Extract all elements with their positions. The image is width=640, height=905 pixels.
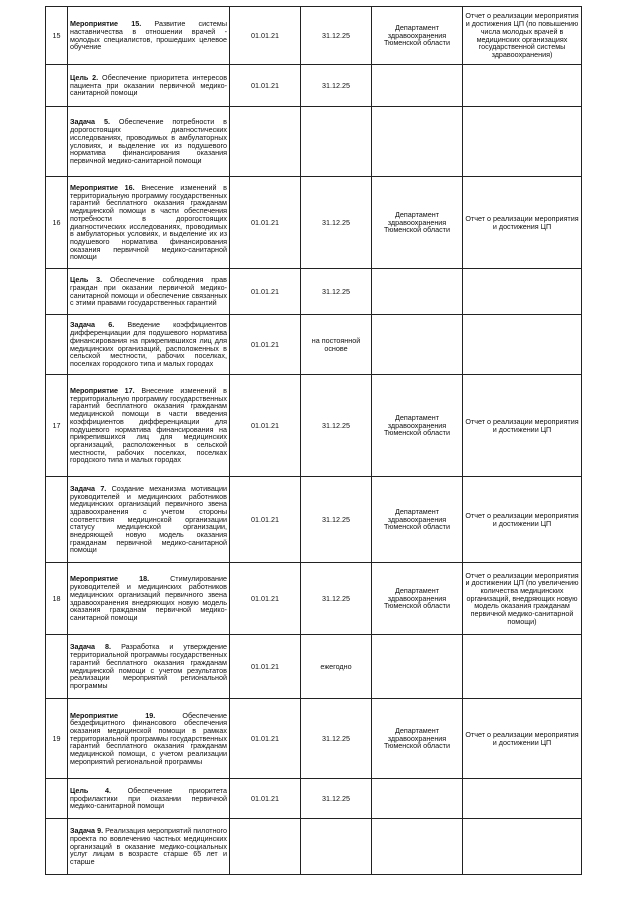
row-number: 19 — [46, 699, 68, 779]
start-date — [230, 107, 301, 177]
activity-prefix: Цель 4. — [70, 785, 111, 795]
responsible-executor: Департамент здравоохранения Тюменской области — [372, 563, 463, 635]
activity-prefix: Цель 3. — [70, 275, 103, 285]
activity-text: Обеспечение приоритета профилактики при оказании первичной медико-санитарной помощи — [70, 785, 228, 811]
responsible-executor: Департамент здравоохранения Тюменской области — [372, 699, 463, 779]
table-row — [46, 177, 582, 269]
table-row — [46, 65, 582, 107]
activities-table — [45, 6, 582, 875]
expected-result: Отчет о реализации мероприятия и достижении ЦП (по увеличению количества медицинских организаций, внедряющих новую модель оказания гражданам первичной медико-санитарной помощи) — [463, 563, 582, 635]
activity-description — [68, 819, 230, 875]
activity-text: Развитие системы наставничества в отношении врачей - молодых специалистов, прошедших целевое обучение — [70, 19, 228, 52]
expected-result — [463, 635, 582, 699]
start-date: 01.01.21 — [230, 779, 301, 819]
expected-result — [463, 107, 582, 177]
row-number — [46, 315, 68, 375]
start-date: 01.01.21 — [230, 635, 301, 699]
table-row — [46, 269, 582, 315]
expected-result: Отчет о реализации мероприятия и достижении ЦП — [463, 699, 582, 779]
activity-prefix: Мероприятие 15. — [70, 19, 142, 29]
activity-description — [68, 65, 230, 107]
expected-result — [463, 819, 582, 875]
activity-description — [68, 635, 230, 699]
expected-result — [463, 269, 582, 315]
activity-text: Обеспечение бездефицитного финансового обеспечения оказания медицинской помощи в рамках территориальной программы государственных гарантий бесплатного оказания гражданам медицинской помощи, с учетом реализации мероприятий региональной программы — [70, 710, 227, 766]
expected-result: Отчет о реализации мероприятия и достижении ЦП — [463, 477, 582, 563]
row-number: 17 — [46, 375, 68, 477]
start-date: 01.01.21 — [230, 375, 301, 477]
row-number — [46, 779, 68, 819]
table-row — [46, 315, 582, 375]
row-number — [46, 107, 68, 177]
end-date: 31.12.25 — [301, 177, 372, 269]
activity-description — [68, 315, 230, 375]
start-date: 01.01.21 — [230, 563, 301, 635]
expected-result: Отчет о реализации мероприятия и достижения ЦП — [463, 177, 582, 269]
activity-description — [68, 699, 230, 779]
activity-prefix: Мероприятие 18. — [70, 574, 150, 584]
activity-text: Введение коэффициентов дифференциации для подушевого норматива финансирования на прикрепившихся лиц для медицинских организаций, расположенных в сельской местности, рабочих поселках, поселках городского типа и малых городах — [70, 320, 228, 368]
table-row — [46, 819, 582, 875]
table-row — [46, 699, 582, 779]
activity-prefix: Мероприятие 19. — [70, 710, 156, 720]
table-row — [46, 107, 582, 177]
responsible-executor — [372, 819, 463, 875]
activity-text: Стимулирование руководителей и медицинских работников медицинских организаций первичного звена здравоохранения внедряющих новую модель оказания гражданам первичной медико-санитарной помощи — [70, 574, 227, 622]
row-number — [46, 65, 68, 107]
activity-prefix: Задача 5. — [70, 117, 110, 127]
responsible-executor — [372, 635, 463, 699]
responsible-executor: Департамент здравоохранения Тюменской области — [372, 477, 463, 563]
end-date: 31.12.25 — [301, 375, 372, 477]
end-date: на постоянной основе — [301, 315, 372, 375]
row-number — [46, 819, 68, 875]
table-row — [46, 375, 582, 477]
end-date: 31.12.25 — [301, 269, 372, 315]
activity-description — [68, 177, 230, 269]
activity-prefix: Задача 6. — [70, 320, 115, 330]
activity-prefix: Мероприятие 16. — [70, 182, 135, 192]
activity-prefix: Мероприятие 17. — [70, 385, 135, 395]
table-row — [46, 779, 582, 819]
activity-description — [68, 779, 230, 819]
expected-result: Отчет о реализации мероприятия и достижения ЦП (по повышению числа молодых врачей в медицинских организациях государственной системы здравоохранения) — [463, 7, 582, 65]
activity-text: Внесение изменений в территориальную программу государственных гарантий бесплатного оказания гражданам медицинской помощи в части введения коэффициентов дифференциации для подушевого норматива финансирования на прикрепившихся лиц для медицинских организаций, расположенных в сельской местности, рабочих поселках, поселках городского типа и малых городах — [70, 385, 227, 465]
responsible-executor: Департамент здравоохранения Тюменской области — [372, 375, 463, 477]
expected-result — [463, 779, 582, 819]
start-date: 01.01.21 — [230, 177, 301, 269]
table-row — [46, 7, 582, 65]
table-row — [46, 635, 582, 699]
activity-prefix: Цель 2. — [70, 72, 99, 82]
row-number: 18 — [46, 563, 68, 635]
end-date: 31.12.25 — [301, 7, 372, 65]
start-date: 01.01.21 — [230, 65, 301, 107]
activity-text: Разработка и утверждение территориальной программы государственных гарантий бесплатного оказания гражданам медицинской помощи с учетом результатов реализации мероприятий региональной программы — [70, 642, 228, 690]
table-row — [46, 563, 582, 635]
start-date: 01.01.21 — [230, 7, 301, 65]
responsible-executor — [372, 107, 463, 177]
row-number — [46, 269, 68, 315]
start-date: 01.01.21 — [230, 699, 301, 779]
end-date: 31.12.25 — [301, 779, 372, 819]
start-date — [230, 819, 301, 875]
responsible-executor — [372, 65, 463, 107]
row-number — [46, 477, 68, 563]
responsible-executor: Департамент здравоохранения Тюменской области — [372, 177, 463, 269]
activity-description — [68, 7, 230, 65]
activity-text: Обеспечение приоритета интересов пациента при оказании первичной медико-санитарной помощи — [70, 72, 228, 98]
table-row — [46, 477, 582, 563]
activity-description — [68, 107, 230, 177]
start-date: 01.01.21 — [230, 315, 301, 375]
start-date: 01.01.21 — [230, 269, 301, 315]
expected-result — [463, 315, 582, 375]
expected-result: Отчет о реализации мероприятия и достижении ЦП — [463, 375, 582, 477]
end-date: 31.12.25 — [301, 563, 372, 635]
end-date: 31.12.25 — [301, 699, 372, 779]
activity-description — [68, 477, 230, 563]
activity-description — [68, 269, 230, 315]
responsible-executor — [372, 269, 463, 315]
end-date — [301, 819, 372, 875]
expected-result — [463, 65, 582, 107]
row-number: 15 — [46, 7, 68, 65]
end-date: 31.12.25 — [301, 65, 372, 107]
responsible-executor — [372, 779, 463, 819]
end-date — [301, 107, 372, 177]
responsible-executor: Департамент здравоохранения Тюменской области — [372, 7, 463, 65]
activity-prefix: Задача 9. — [70, 826, 104, 836]
activity-description — [68, 563, 230, 635]
start-date: 01.01.21 — [230, 477, 301, 563]
activity-description — [68, 375, 230, 477]
activity-text: Создание механизма мотивации руководителей и медицинских работников медицинских организаций первичного звена здравоохранения с учетом стороны соответствия медицинской организации статусу медицинской организации, внедряющей новую модель оказания гражданам первичной медико-санитарной помощи — [70, 483, 227, 555]
activity-text: Обеспечение потребности в дорогостоящих диагностических исследованиях, проводимых в амбулаторных условиях, и выделение их из подушевого норматива финансирования оказания первичной медико-санитарной помощи — [70, 117, 227, 165]
responsible-executor — [372, 315, 463, 375]
activity-prefix: Задача 8. — [70, 642, 112, 652]
end-date: 31.12.25 — [301, 477, 372, 563]
activity-text: Реализация мероприятий пилотного проекта по вовлечению частных медицинских организаций в оказание медико-социальных услуг лицам в возрасте старше 65 лет и старше — [70, 826, 228, 867]
end-date: ежегодно — [301, 635, 372, 699]
row-number — [46, 635, 68, 699]
activity-text: Внесение изменений в территориальную программу государственных гарантий бесплатного оказания гражданам медицинской помощи в части обеспечения потребности в дорогостоящих диагностических исследованиях, проводимых в амбулаторных условиях, и выделение их из подушевого норматива финансирования оказания первичной медико-санитарной помощи — [70, 182, 227, 262]
row-number: 16 — [46, 177, 68, 269]
activity-text: Обеспечение соблюдения прав граждан при оказании первичной медико-санитарной помощи и обеспечение связанных с этими правами государственных гарантий — [70, 275, 227, 308]
activity-prefix: Задача 7. — [70, 483, 107, 493]
